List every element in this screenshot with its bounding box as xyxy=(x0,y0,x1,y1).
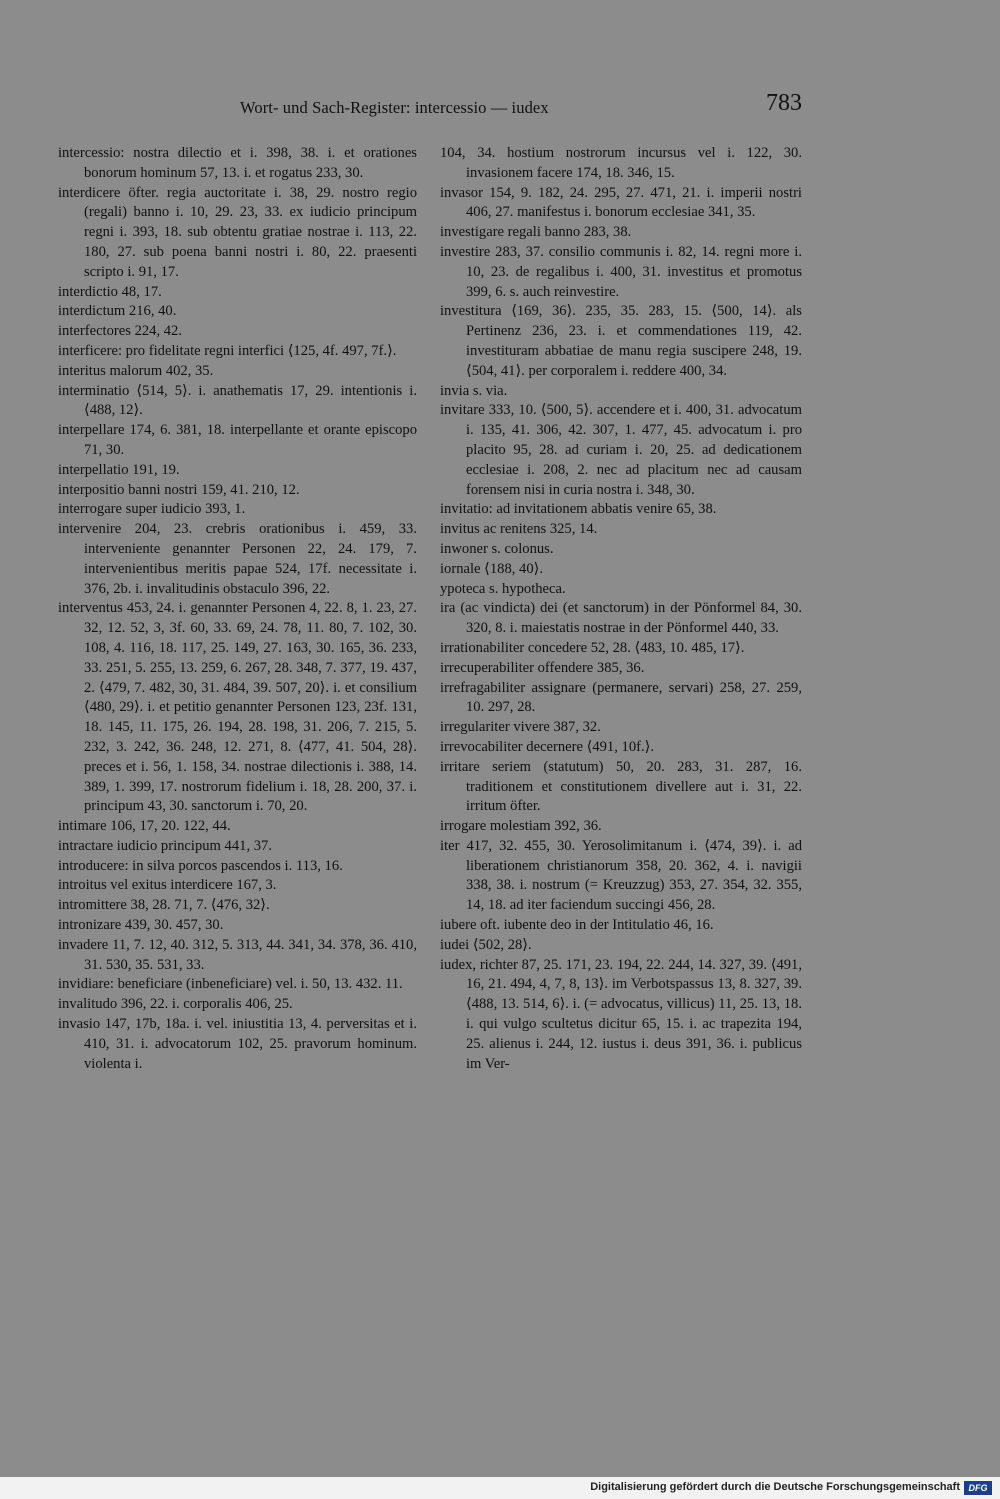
index-entry: invasor 154, 9. 182, 24. 295, 27. 471, 21. i. imperii nostri 406, 27. manifestus i. bonorum ecclesiae 341, 35. xyxy=(440,184,802,221)
index-entry: interficere: pro fidelitate regni interfici ⟨125, 4f. 497, 7f.⟩. xyxy=(58,342,397,359)
footer-credit: Digitalisierung gefördert durch die Deutsche Forschungsgemeinschaft xyxy=(590,1481,960,1493)
index-entry: interfectores 224, 42. xyxy=(58,323,183,340)
index-entry: intimare 106, 17, 20. 122, 44. xyxy=(58,818,231,835)
index-entry: irregulariter vivere 387, 32. xyxy=(440,719,601,736)
page-number: 783 xyxy=(766,90,802,116)
index-entry: intractare iudicio principum 441, 37. xyxy=(58,837,272,854)
index-column-left xyxy=(58,144,417,1074)
index-entry: ira (ac vindicta) dei (et sanctorum) in der Pönformel 84, 30. 320, 8. i. maiestatis nostrae in der Pönformel 440, 33. xyxy=(440,600,802,637)
index-entry: iudei ⟨502, 28⟩. xyxy=(440,936,532,953)
index-entry: ypoteca s. hypotheca. xyxy=(440,580,566,597)
index-entry: interdictio 48, 17. xyxy=(58,283,162,300)
index-entry: interpellatio 191, 19. xyxy=(58,461,180,478)
index-entry: interitus malorum 402, 35. xyxy=(58,362,214,379)
index-entry: introducere: in silva porcos pascendos i. 113, 16. xyxy=(58,857,343,874)
index-entry: investire 283, 37. consilio communis i. 82, 14. regni more i. 10, 23. de regalibus i. 400, 31. investitus et promotus 399, 6. s. auch reinvestire. xyxy=(440,243,802,300)
index-entry: irrecuperabiliter offendere 385, 36. xyxy=(440,659,645,676)
index-entry: interrogare super iudicio 393, 1. xyxy=(58,501,246,518)
index-entry: intercessio: nostra dilectio et i. 398, 38. i. et orationes bonorum hominum 57, 13. i. et rogatus 233, 30. xyxy=(58,145,417,181)
index-entry: invidiare: beneficiare (inbeneficiare) vel. i. 50, 13. 432. 11. xyxy=(58,976,403,993)
index-column-right xyxy=(440,144,802,1074)
index-entry: interpositio banni nostri 159, 41. 210, 12. xyxy=(58,481,300,498)
index-entry: irrevocabiliter decernere ⟨491, 10f.⟩. xyxy=(440,738,654,755)
index-entry: intromittere 38, 28. 71, 7. ⟨476, 32⟩. xyxy=(58,897,270,914)
running-header xyxy=(60,92,802,126)
index-entry: investigare regali banno 283, 38. xyxy=(440,224,632,241)
index-entry: invitare 333, 10. ⟨500, 5⟩. accendere et i. 400, 31. advocatum i. 135, 41. 306, 42. 307, 1. 477, 45. advocatum i. pro placito 95, 28. ad curiam i. 20, 25. ad dedicationem ecclesiae i. 208, 2. nec ad placitum nec ad causam forensem nisi in curia nostra i. 348, 30. xyxy=(440,402,802,498)
index-entry: 104, 34. hostium nostrorum incursus vel i. 122, 30. invasionem facere 174, 18. 346, 15. xyxy=(440,145,802,181)
index-entry: irritare seriem (statutum) 50, 20. 283, 31. 287, 16. traditionem et constitutionem divellere aut i. 31, 22. irritum öfter. xyxy=(440,758,802,815)
index-entry: invasio 147, 17b, 18a. i. vel. iniustitia 13, 4. perversitas et i. 410, 31. i. advocatorum 102, 25. pravorum hominum. violenta i. xyxy=(58,1016,417,1072)
index-entry: intronizare 439, 30. 457, 30. xyxy=(58,917,224,934)
dfg-logo-icon: DFG xyxy=(964,1481,992,1495)
index-entry: investitura ⟨169, 36⟩. 235, 35. 283, 15. ⟨500, 14⟩. als Pertinenz 236, 23. i. et commendationes 119, 42. investituram abbatiae de manu regia suscipere 248, 19. ⟨504, 41⟩. per corporalem i. reddere 400, 34. xyxy=(440,303,802,379)
index-entry: iubere oft. iubente deo in der Intitulatio 46, 16. xyxy=(440,917,714,934)
index-entry: intervenire 204, 23. crebris orationibus i. 459, 33. interveniente genannter Personen 22, 24. 179, 7. intervenientibus meritis papae 524, 17f. necessitate i. 376, 2b. i. invalitudinis obstaculo 396, 22. xyxy=(58,521,417,597)
index-entry: interpellare 174, 6. 381, 18. interpellante et orante episcopo 71, 30. xyxy=(58,422,417,458)
index-entry: introitus vel exitus interdicere 167, 3. xyxy=(58,877,277,894)
index-entry: interventus 453, 24. i. genannter Personen 4, 22. 8, 1. 23, 27. 32, 12. 52, 3, 3f. 60, 33. 69, 24. 78, 11. 80, 7. 102, 30. 108, 4. 116, 18. 117, 25. 149, 27. 163, 30. 165, 36. 233, 33. 251, 5. 255, 13. 259, 6. 267, 28. 348, 7. 377, 19. 437, 2. ⟨479, 7. 482, 30, 31. 484, 39. 507, 20⟩. i. et consilium ⟨480, 29⟩. i. et petitio genannter Personen 123, 23f. 131, 18. 145, 11. 175, 26. 194, 28. 198, 31. 206, 7. 215, 5. 232, 3. 242, 36. 248, 12. 271, 8. ⟨477, 41. 504, 28⟩. preces et i. 56, 1. 158, 34. nostrae dilectionis i. 388, 14. 389, 1. 399, 17. nostrorum fidelium i. 18, 28. 200, 37. i. principum 43, 30. sanctorum i. 70, 20. xyxy=(58,600,417,815)
index-entry: invitus ac renitens 325, 14. xyxy=(440,521,598,538)
running-title: Wort- und Sach-Register: intercessio — iudex xyxy=(240,98,549,117)
footer-bar xyxy=(0,1477,1000,1499)
index-entry: iudex, richter 87, 25. 171, 23. 194, 22. 244, 14. 327, 39. ⟨491, 16, 21. 494, 4, 7, 8, 13⟩. im Verbotspassus 13, 8. 327, 39. ⟨488, 13. 514, 6⟩. i. (= advocatus, villicus) 11, 25. 13, 18. i. qui vulgo scultetus dicitur 65, 15. i. ac trapezita 194, 25. alienus i. 244, 12. iustus i. deus 391, 36. i. publicus im Ver- xyxy=(440,956,802,1072)
index-entry: interminatio ⟨514, 5⟩. i. anathematis 17, 29. intentionis i. ⟨488, 12⟩. xyxy=(58,382,417,419)
index-entry: invia s. via. xyxy=(440,382,508,399)
index-entry: irrefragabiliter assignare (permanere, servari) 258, 27. 259, 10. 297, 28. xyxy=(440,679,802,716)
index-entry: irrationabiliter concedere 52, 28. ⟨483, 10. 485, 17⟩. xyxy=(440,639,745,656)
index-entry: inwoner s. colonus. xyxy=(440,540,554,557)
index-entry: invitatio: ad invitationem abbatis venire 65, 38. xyxy=(440,501,717,518)
index-entry: irrogare molestiam 392, 36. xyxy=(440,818,602,835)
index-entry: invadere 11, 7. 12, 40. 312, 5. 313, 44. 341, 34. 378, 36. 410, 31. 530, 35. 531, 33. xyxy=(58,936,417,973)
index-entry: interdictum 216, 40. xyxy=(58,303,177,320)
index-entry: iornale ⟨188, 40⟩. xyxy=(440,560,543,577)
index-entry: interdicere öfter. regia auctoritate i. 38, 29. nostro regio (regali) banno i. 10, 29. 23, 33. ex iudicio principum regni i. 393, 18. sub obtentu gratiae nostrae i. 113, 22. 180, 27. sub poena banni nostri i. 80, 22. praesenti scripto i. 91, 17. xyxy=(58,184,417,280)
index-entry: iter 417, 32. 455, 30. Yerosolimitanum i. ⟨474, 39⟩. i. ad liberationem christianorum 358, 20. 362, 4. i. navigii 338, 38. i. nostrum (= Kreuzzug) 353, 27. 354, 32. 355, 14, 18. ad iter faciendum succingi 456, 28. xyxy=(440,837,802,914)
index-entry: invalitudo 396, 22. i. corporalis 406, 25. xyxy=(58,996,293,1013)
